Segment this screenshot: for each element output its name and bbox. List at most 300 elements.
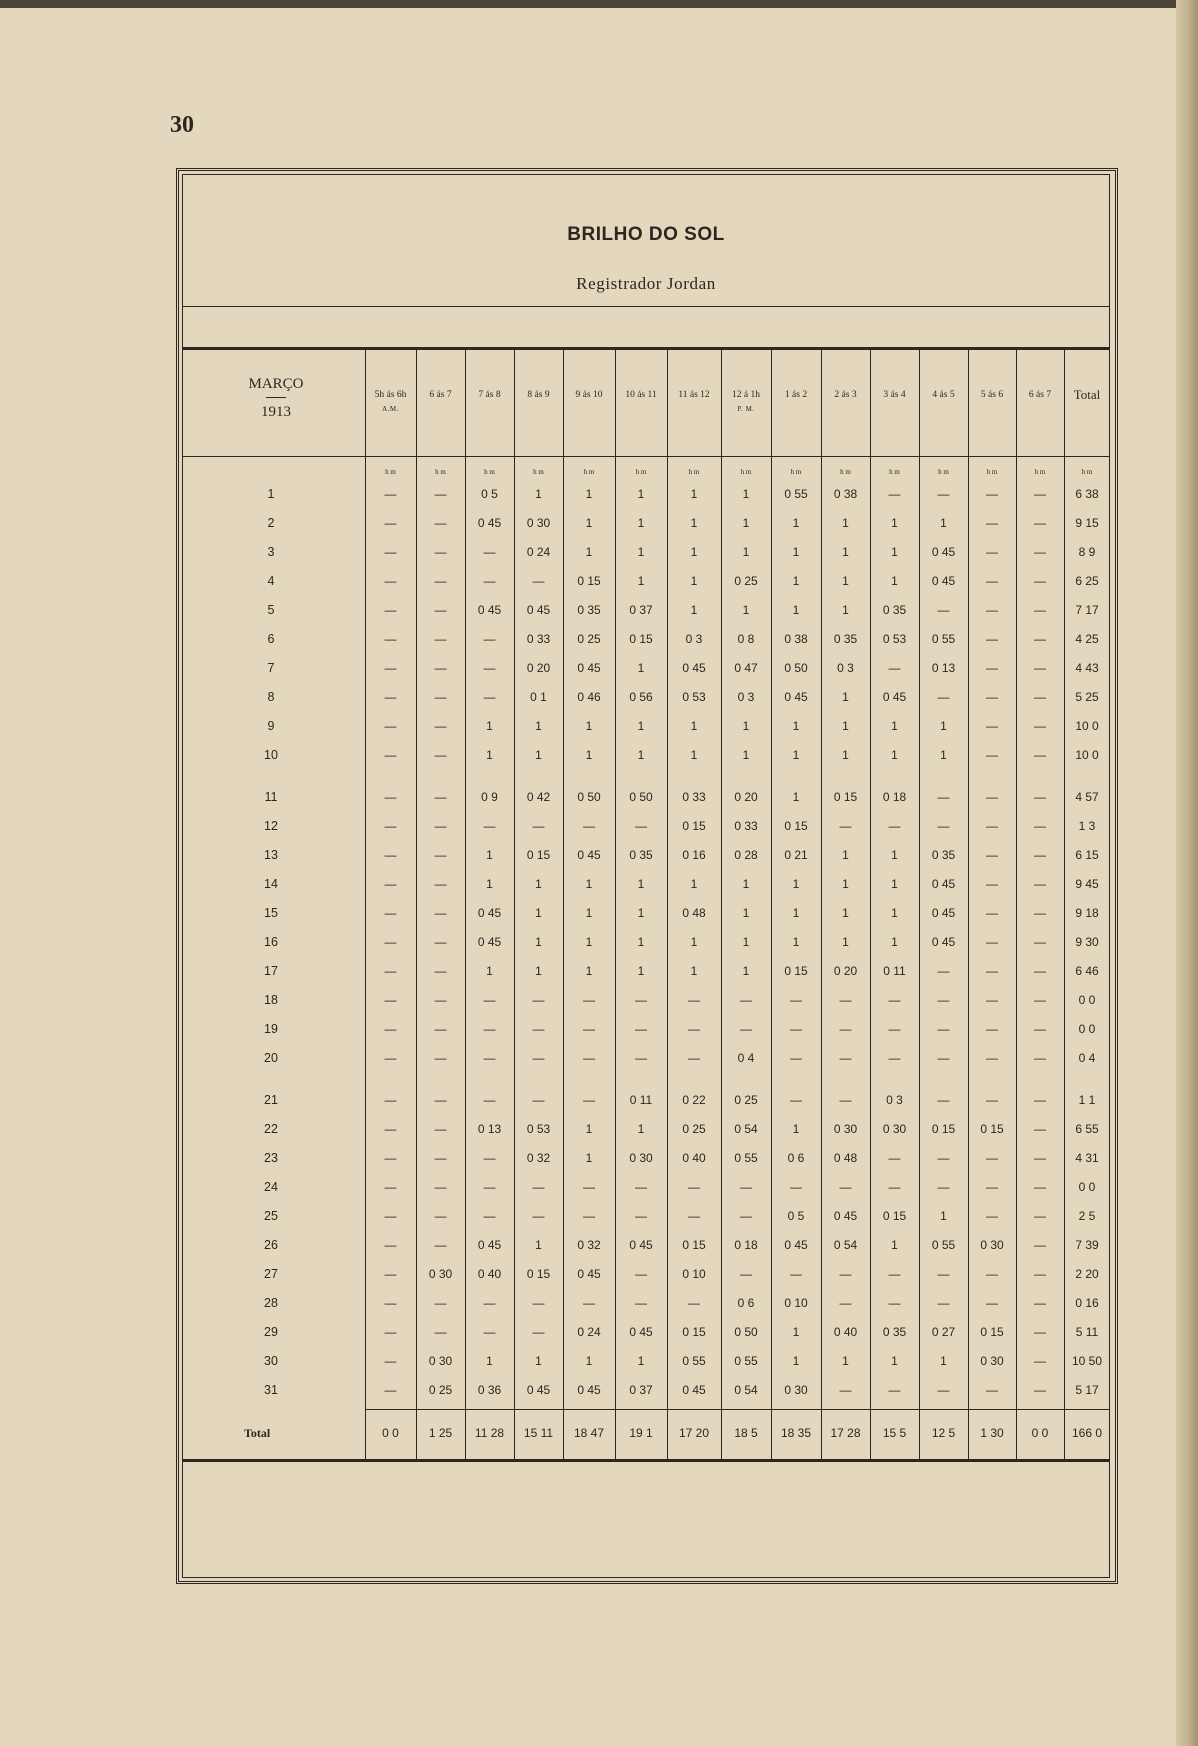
table-cell: 0 32 bbox=[577, 1238, 601, 1252]
column-header-8 bbox=[721, 388, 771, 416]
table-cell: 1 bbox=[690, 516, 698, 530]
table-cell: 1 bbox=[637, 545, 645, 559]
table-cell: — bbox=[839, 1180, 852, 1194]
table-cell: — bbox=[839, 1267, 852, 1281]
table-cell: 0 30 bbox=[980, 1354, 1004, 1368]
table-cell: 1 bbox=[940, 748, 947, 762]
table-cell: 0 45 bbox=[882, 690, 907, 704]
table-cell: 1 bbox=[535, 935, 542, 949]
table-cell: 0 42 bbox=[526, 790, 551, 804]
table-cell: — bbox=[384, 1296, 397, 1310]
table-cell: 0 20 bbox=[833, 964, 858, 978]
day-label: 20 bbox=[264, 1051, 278, 1065]
table-cell: 1 bbox=[792, 935, 800, 949]
table-cell: 1 bbox=[690, 964, 698, 978]
table-cell: 0 33 bbox=[734, 819, 758, 833]
table-cell: — bbox=[986, 935, 998, 949]
column-header-label: 9 ás 10 bbox=[575, 390, 603, 400]
table-cell: — bbox=[986, 1022, 998, 1036]
table-cell: — bbox=[384, 1325, 397, 1339]
total-cell: 166 0 bbox=[1071, 1426, 1103, 1440]
table-cell: — bbox=[434, 1238, 447, 1252]
table-cell: — bbox=[434, 661, 447, 675]
table-cell: — bbox=[483, 1209, 496, 1223]
table-cell: 1 bbox=[486, 848, 493, 862]
table-cell: 0 33 bbox=[682, 790, 706, 804]
table-cell: — bbox=[384, 545, 397, 559]
table-cell: — bbox=[688, 1209, 700, 1223]
table-cell: — bbox=[384, 1151, 397, 1165]
table-cell: — bbox=[688, 1296, 700, 1310]
table-cell: 1 bbox=[792, 516, 800, 530]
table-cell: — bbox=[532, 993, 545, 1007]
table-cell: 1 bbox=[585, 1151, 593, 1165]
table-cell: — bbox=[937, 790, 950, 804]
unit-label: h m bbox=[790, 468, 802, 476]
table-cell: 0 11 bbox=[883, 964, 906, 978]
table-cell: 0 50 bbox=[734, 1325, 758, 1339]
table-cell: 0 15 bbox=[784, 964, 808, 978]
table-cell: 0 5 bbox=[481, 487, 498, 501]
table-cell: 0 40 bbox=[682, 1151, 706, 1165]
total-cell: 15 11 bbox=[523, 1426, 554, 1440]
table-cell: 1 bbox=[535, 1238, 542, 1252]
table-cell: 0 50 bbox=[577, 790, 601, 804]
table-cell: 1 bbox=[637, 1122, 645, 1136]
table-cell: — bbox=[483, 1022, 496, 1036]
table-cell: 1 bbox=[842, 690, 849, 704]
table-cell: 4 31 bbox=[1075, 1151, 1099, 1165]
table-cell: — bbox=[790, 1267, 802, 1281]
table-cell: — bbox=[483, 1296, 496, 1310]
table-cell: 0 15 bbox=[526, 848, 551, 862]
table-cell: — bbox=[635, 819, 647, 833]
table-cell: 0 3 bbox=[685, 632, 703, 646]
day-label: 28 bbox=[264, 1296, 278, 1310]
table-cell: 1 bbox=[742, 964, 750, 978]
table-cell: — bbox=[986, 632, 998, 646]
month-year-divider bbox=[266, 397, 286, 398]
header-rule-mid bbox=[182, 456, 1110, 457]
table-cell: — bbox=[888, 1022, 901, 1036]
table-cell: — bbox=[839, 1093, 852, 1107]
unit-label: h m bbox=[533, 468, 544, 476]
table-cell: — bbox=[483, 661, 496, 675]
table-cell: — bbox=[1034, 877, 1046, 891]
table-cell: — bbox=[434, 1209, 447, 1223]
column-header-9 bbox=[771, 388, 821, 402]
page-title: BRILHO DO SOL bbox=[567, 224, 725, 245]
table-cell: 0 45 bbox=[682, 1383, 706, 1397]
day-label: 9 bbox=[267, 719, 275, 733]
unit-label: h m bbox=[435, 468, 446, 476]
column-header-14 bbox=[1016, 388, 1064, 402]
table-cell: 0 30 bbox=[526, 516, 551, 530]
table-cell: — bbox=[937, 690, 950, 704]
table-cell: — bbox=[937, 1051, 950, 1065]
day-label: 6 bbox=[267, 632, 275, 646]
table-cell: — bbox=[688, 993, 700, 1007]
day-label: 4 bbox=[267, 574, 275, 588]
table-cell: 1 bbox=[637, 906, 645, 920]
table-cell: — bbox=[483, 690, 496, 704]
table-cell: 0 1 bbox=[530, 690, 547, 704]
table-cell: 0 24 bbox=[577, 1325, 601, 1339]
column-header-5 bbox=[563, 388, 615, 402]
day-label: 22 bbox=[264, 1122, 278, 1136]
table-cell: 1 bbox=[792, 906, 800, 920]
table-cell: 4 25 bbox=[1075, 632, 1099, 646]
table-cell: 1 bbox=[637, 935, 645, 949]
day-label: 17 bbox=[264, 964, 278, 978]
table-cell: 0 30 bbox=[784, 1383, 808, 1397]
table-cell: — bbox=[986, 487, 998, 501]
table-cell: 0 45 bbox=[784, 1238, 808, 1252]
table-cell: 1 bbox=[637, 1354, 645, 1368]
table-cell: — bbox=[434, 877, 447, 891]
table-cell: 1 bbox=[535, 906, 542, 920]
table-cell: 9 15 bbox=[1075, 516, 1099, 530]
table-cell: — bbox=[1034, 1238, 1046, 1252]
table-cell: 1 bbox=[792, 877, 800, 891]
table-cell: 0 15 bbox=[682, 819, 706, 833]
table-cell: 0 45 bbox=[629, 1238, 653, 1252]
month-label: MARÇO bbox=[248, 376, 304, 392]
table-cell: — bbox=[986, 748, 998, 762]
total-cell: 0 0 bbox=[1031, 1426, 1049, 1440]
unit-label: h m bbox=[688, 468, 700, 476]
table-cell: 1 bbox=[535, 719, 542, 733]
table-cell: — bbox=[483, 1180, 496, 1194]
table-cell: 1 1 bbox=[1078, 1093, 1096, 1107]
day-label: 12 bbox=[264, 819, 278, 833]
table-cell: 0 53 bbox=[526, 1122, 551, 1136]
table-cell: 1 bbox=[585, 516, 593, 530]
table-cell: 0 35 bbox=[882, 1325, 907, 1339]
table-cell: — bbox=[384, 574, 397, 588]
table-cell: — bbox=[740, 993, 752, 1007]
table-cell: 0 27 bbox=[931, 1325, 956, 1339]
table-cell: — bbox=[384, 1209, 397, 1223]
table-cell: 1 bbox=[690, 877, 698, 891]
table-cell: 0 22 bbox=[682, 1093, 706, 1107]
table-cell: 0 45 bbox=[784, 690, 808, 704]
table-cell: — bbox=[740, 1180, 752, 1194]
total-cell: 19 1 bbox=[629, 1426, 653, 1440]
table-cell: — bbox=[384, 1267, 397, 1281]
table-cell: — bbox=[384, 1022, 397, 1036]
table-cell: 1 bbox=[585, 877, 593, 891]
unit-label: h m bbox=[635, 468, 647, 476]
table-cell: — bbox=[434, 603, 447, 617]
table-cell: — bbox=[790, 1022, 802, 1036]
table-cell: — bbox=[384, 1051, 397, 1065]
table-cell: 1 bbox=[792, 1354, 800, 1368]
table-cell: — bbox=[1034, 1296, 1046, 1310]
unit-label: h m bbox=[938, 468, 949, 476]
column-header-label: 11 ás 12 bbox=[678, 390, 710, 400]
column-header-label: 7 ás 8 bbox=[478, 390, 501, 400]
table-cell: — bbox=[1034, 848, 1046, 862]
day-label: 23 bbox=[264, 1151, 278, 1165]
table-cell: 0 45 bbox=[629, 1325, 653, 1339]
column-header-label: 5 ás 6 bbox=[980, 390, 1004, 400]
day-label: 2 bbox=[267, 516, 275, 530]
table-cell: 1 bbox=[535, 748, 542, 762]
table-cell: 9 30 bbox=[1075, 935, 1099, 949]
table-cell: 1 bbox=[742, 516, 750, 530]
total-cell: 18 35 bbox=[780, 1426, 812, 1440]
table-cell: — bbox=[532, 1093, 545, 1107]
column-header-label: 10 ás 11 bbox=[625, 390, 657, 400]
table-cell: — bbox=[434, 848, 447, 862]
table-cell: 0 3 bbox=[837, 661, 854, 675]
table-cell: — bbox=[986, 574, 998, 588]
table-cell: 0 6 bbox=[787, 1151, 805, 1165]
table-cell: — bbox=[434, 574, 447, 588]
column-header-label: 4 ás 5 bbox=[932, 390, 955, 400]
table-cell: — bbox=[384, 603, 397, 617]
table-cell: 1 bbox=[486, 877, 493, 891]
day-label: 25 bbox=[264, 1209, 278, 1223]
table-cell: 1 bbox=[891, 516, 898, 530]
table-cell: — bbox=[434, 1022, 447, 1036]
table-cell: 1 bbox=[535, 487, 542, 501]
table-cell: — bbox=[937, 487, 950, 501]
table-cell: 0 45 bbox=[477, 516, 502, 530]
year-label: 1913 bbox=[261, 404, 291, 420]
table-cell: — bbox=[384, 1122, 397, 1136]
table-cell: 0 53 bbox=[682, 690, 706, 704]
table-cell: — bbox=[384, 819, 397, 833]
table-cell: — bbox=[1034, 748, 1046, 762]
table-cell: — bbox=[532, 574, 545, 588]
table-cell: 1 bbox=[637, 964, 645, 978]
table-cell: — bbox=[635, 1267, 647, 1281]
table-cell: 4 43 bbox=[1075, 661, 1099, 675]
table-cell: 1 bbox=[792, 1325, 800, 1339]
table-cell: 0 45 bbox=[477, 935, 502, 949]
table-cell: 0 40 bbox=[833, 1325, 858, 1339]
table-cell: — bbox=[986, 516, 998, 530]
table-cell: 0 11 bbox=[629, 1093, 653, 1107]
table-cell: 0 56 bbox=[629, 690, 653, 704]
day-label: 26 bbox=[264, 1238, 278, 1252]
table-cell: 0 0 bbox=[1078, 1180, 1096, 1194]
day-label: 5 bbox=[267, 603, 275, 617]
table-cell: 1 bbox=[535, 877, 542, 891]
table-cell: — bbox=[434, 1296, 447, 1310]
table-cell: 1 bbox=[842, 935, 849, 949]
table-cell: 0 54 bbox=[734, 1383, 758, 1397]
day-label: 19 bbox=[264, 1022, 278, 1036]
table-cell: — bbox=[1034, 516, 1046, 530]
table-cell: — bbox=[384, 964, 397, 978]
table-cell: 1 bbox=[842, 516, 849, 530]
column-header-13 bbox=[968, 388, 1016, 402]
table-cell: — bbox=[483, 1093, 496, 1107]
table-cell: — bbox=[688, 1022, 700, 1036]
table-cell: — bbox=[790, 1051, 802, 1065]
table-cell: — bbox=[583, 1180, 595, 1194]
table-cell: 6 25 bbox=[1075, 574, 1099, 588]
day-label: 7 bbox=[267, 661, 275, 675]
total-cell: 0 0 bbox=[382, 1426, 399, 1440]
table-cell: — bbox=[583, 1093, 595, 1107]
table-cell: 0 15 bbox=[629, 632, 653, 646]
total-cell: 12 5 bbox=[931, 1426, 956, 1440]
table-cell: 1 bbox=[891, 1354, 898, 1368]
table-cell: 0 21 bbox=[784, 848, 808, 862]
table-cell: 1 bbox=[891, 545, 898, 559]
table-cell: 1 bbox=[742, 719, 750, 733]
table-cell: 0 45 bbox=[526, 1383, 551, 1397]
table-cell: 1 bbox=[792, 603, 800, 617]
table-cell: — bbox=[384, 1354, 397, 1368]
table-cell: 0 15 bbox=[980, 1122, 1004, 1136]
unit-label: h m bbox=[583, 468, 595, 476]
column-header-4 bbox=[514, 388, 563, 402]
column-header-label: 1 ás 2 bbox=[784, 390, 808, 400]
table-cell: 0 48 bbox=[682, 906, 706, 920]
table-cell: 1 bbox=[842, 848, 849, 862]
scan-top-edge bbox=[0, 0, 1198, 8]
table-cell: — bbox=[986, 603, 998, 617]
table-cell: 0 25 bbox=[428, 1383, 453, 1397]
table-cell: — bbox=[1034, 964, 1046, 978]
unit-label: h m bbox=[484, 468, 495, 476]
table-cell: 0 55 bbox=[734, 1354, 758, 1368]
table-cell: 0 15 bbox=[980, 1325, 1004, 1339]
table-cell: 0 15 bbox=[682, 1238, 706, 1252]
table-cell: 1 bbox=[891, 935, 898, 949]
table-cell: 6 55 bbox=[1075, 1122, 1099, 1136]
unit-label: h m bbox=[889, 468, 900, 476]
table-cell: 1 bbox=[690, 487, 698, 501]
table-cell: 7 39 bbox=[1075, 1238, 1099, 1252]
table-cell: — bbox=[532, 1180, 545, 1194]
table-cell: — bbox=[384, 632, 397, 646]
table-cell: — bbox=[888, 1296, 901, 1310]
table-cell: 1 bbox=[690, 719, 698, 733]
day-label: 1 bbox=[267, 487, 275, 501]
table-cell: 9 18 bbox=[1075, 906, 1099, 920]
table-cell: — bbox=[583, 1209, 595, 1223]
table-cell: 0 20 bbox=[526, 661, 551, 675]
table-cell: — bbox=[888, 1180, 901, 1194]
table-cell: 1 bbox=[585, 719, 593, 733]
table-cell: 0 3 bbox=[737, 690, 755, 704]
table-cell: — bbox=[1034, 1383, 1046, 1397]
table-cell: — bbox=[384, 719, 397, 733]
table-cell: — bbox=[839, 1383, 852, 1397]
table-cell: 0 30 bbox=[980, 1238, 1004, 1252]
table-cell: 0 15 bbox=[682, 1325, 706, 1339]
table-cell: — bbox=[839, 1051, 852, 1065]
table-cell: 1 bbox=[585, 748, 593, 762]
table-cell: 1 bbox=[792, 719, 800, 733]
table-cell: — bbox=[1034, 574, 1046, 588]
table-cell: 0 15 bbox=[526, 1267, 551, 1281]
table-cell: 1 bbox=[742, 748, 750, 762]
day-label: 18 bbox=[264, 993, 278, 1007]
table-cell: 0 9 bbox=[481, 790, 498, 804]
table-cell: 1 bbox=[690, 574, 698, 588]
table-cell: 1 bbox=[742, 877, 750, 891]
total-cell: 15 5 bbox=[882, 1426, 907, 1440]
table-cell: 1 3 bbox=[1078, 819, 1096, 833]
table-cell: — bbox=[740, 1267, 752, 1281]
table-cell: 5 17 bbox=[1075, 1383, 1099, 1397]
table-cell: 1 bbox=[690, 545, 698, 559]
table-cell: — bbox=[937, 1267, 950, 1281]
table-cell: 1 bbox=[585, 964, 593, 978]
column-header-label: 2 ás 3 bbox=[834, 390, 857, 400]
table-cell: 0 3 bbox=[886, 1093, 903, 1107]
table-cell: 1 bbox=[842, 1354, 849, 1368]
day-label: 30 bbox=[264, 1354, 278, 1368]
table-cell: 0 37 bbox=[629, 1383, 653, 1397]
day-label: 27 bbox=[264, 1267, 278, 1281]
table-cell: — bbox=[384, 1093, 397, 1107]
column-header-label: Total bbox=[1073, 387, 1101, 402]
table-cell: — bbox=[986, 964, 998, 978]
table-cell: 0 55 bbox=[784, 487, 808, 501]
table-cell: — bbox=[483, 993, 496, 1007]
table-cell: 1 bbox=[486, 719, 493, 733]
title-band-rule bbox=[182, 306, 1110, 307]
table-cell: — bbox=[434, 790, 447, 804]
table-cell: — bbox=[384, 516, 397, 530]
table-cell: 5 25 bbox=[1075, 690, 1099, 704]
table-cell: 1 bbox=[891, 877, 898, 891]
table-cell: — bbox=[888, 1383, 901, 1397]
table-cell: — bbox=[986, 993, 998, 1007]
table-cell: — bbox=[1034, 1051, 1046, 1065]
day-label: 15 bbox=[264, 906, 278, 920]
table-cell: 1 bbox=[891, 719, 898, 733]
table-cell: 0 54 bbox=[833, 1238, 858, 1252]
table-cell: — bbox=[483, 545, 496, 559]
table-cell: 0 45 bbox=[931, 545, 956, 559]
table-cell: — bbox=[888, 1051, 901, 1065]
table-cell: 0 4 bbox=[737, 1051, 755, 1065]
table-cell: 2 20 bbox=[1075, 1267, 1099, 1281]
table-cell: — bbox=[434, 993, 447, 1007]
table-cell: — bbox=[635, 1180, 647, 1194]
day-label: 11 bbox=[264, 790, 278, 804]
table-cell: 0 45 bbox=[577, 1267, 601, 1281]
table-cell: 1 bbox=[792, 574, 800, 588]
table-cell: 1 bbox=[535, 964, 542, 978]
table-cell: — bbox=[434, 719, 447, 733]
table-cell: — bbox=[384, 848, 397, 862]
table-cell: 1 bbox=[940, 1209, 947, 1223]
table-cell: 0 45 bbox=[477, 1238, 502, 1252]
table-cell: — bbox=[986, 1267, 998, 1281]
table-cell: 1 bbox=[690, 748, 698, 762]
table-cell: — bbox=[888, 819, 901, 833]
unit-label: h m bbox=[840, 468, 851, 476]
table-cell: — bbox=[483, 1151, 496, 1165]
table-cell: — bbox=[583, 819, 595, 833]
table-cell: 1 bbox=[842, 545, 849, 559]
unit-label: h m bbox=[1081, 468, 1093, 476]
table-cell: 0 33 bbox=[526, 632, 551, 646]
table-cell: — bbox=[986, 906, 998, 920]
table-cell: 0 35 bbox=[577, 603, 601, 617]
day-label: 8 bbox=[267, 690, 275, 704]
